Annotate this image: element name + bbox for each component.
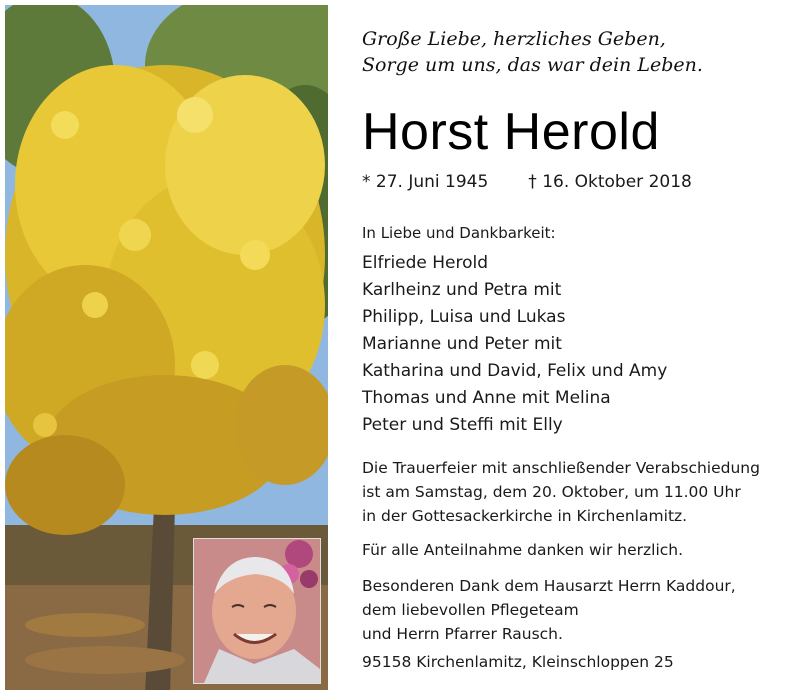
motto-line-2: Sorge um uns, das war dein Leben.: [362, 54, 703, 76]
mourner-line: Karlheinz und Petra mit: [362, 280, 562, 300]
mourner-line: Philipp, Luisa und Lukas: [362, 307, 566, 327]
portrait-photo: [193, 538, 321, 684]
gratitude-line: Für alle Anteilnahme danken wir herzlich.: [362, 541, 684, 559]
mourner-line: Marianne und Peter mit: [362, 334, 562, 354]
special-thanks-line: Besonderen Dank dem Hausarzt Herrn Kaddour,: [362, 577, 736, 595]
special-thanks: [362, 574, 736, 646]
special-thanks-line: dem liebevollen Pflegeteam: [362, 601, 579, 619]
life-dates: [362, 170, 692, 194]
mourner-line: Thomas und Anne mit Melina: [362, 388, 611, 408]
deceased-name: Horst Herold: [362, 103, 660, 161]
special-thanks-line: und Herrn Pfarrer Rausch.: [362, 625, 563, 643]
motto-line-1: Große Liebe, herzliches Geben,: [362, 28, 666, 50]
mourners-heading: In Liebe und Dankbarkeit:: [362, 224, 556, 242]
family-address: 95158 Kirchenlamitz, Kleinschloppen 25: [362, 653, 674, 671]
gratitude-note: [362, 538, 683, 562]
mourner-line: Elfriede Herold: [362, 253, 489, 273]
motto-verse: [362, 26, 782, 78]
mourner-line: Katharina und David, Felix und Amy: [362, 361, 668, 381]
funeral-line: in der Gottesackerkirche in Kirchenlamitz.: [362, 507, 688, 525]
mourner-line: Peter und Steffi mit Elly: [362, 415, 563, 435]
birth-date: * 27. Juni 1945: [362, 172, 489, 192]
death-date: † 16. Oktober 2018: [528, 172, 692, 192]
funeral-announcement: [362, 456, 760, 528]
mourners-list: [362, 250, 667, 439]
funeral-line: ist am Samstag, dem 20. Oktober, um 11.00 Uhr: [362, 483, 741, 501]
funeral-line: Die Trauerfeier mit anschließender Verabschiedung: [362, 459, 760, 477]
